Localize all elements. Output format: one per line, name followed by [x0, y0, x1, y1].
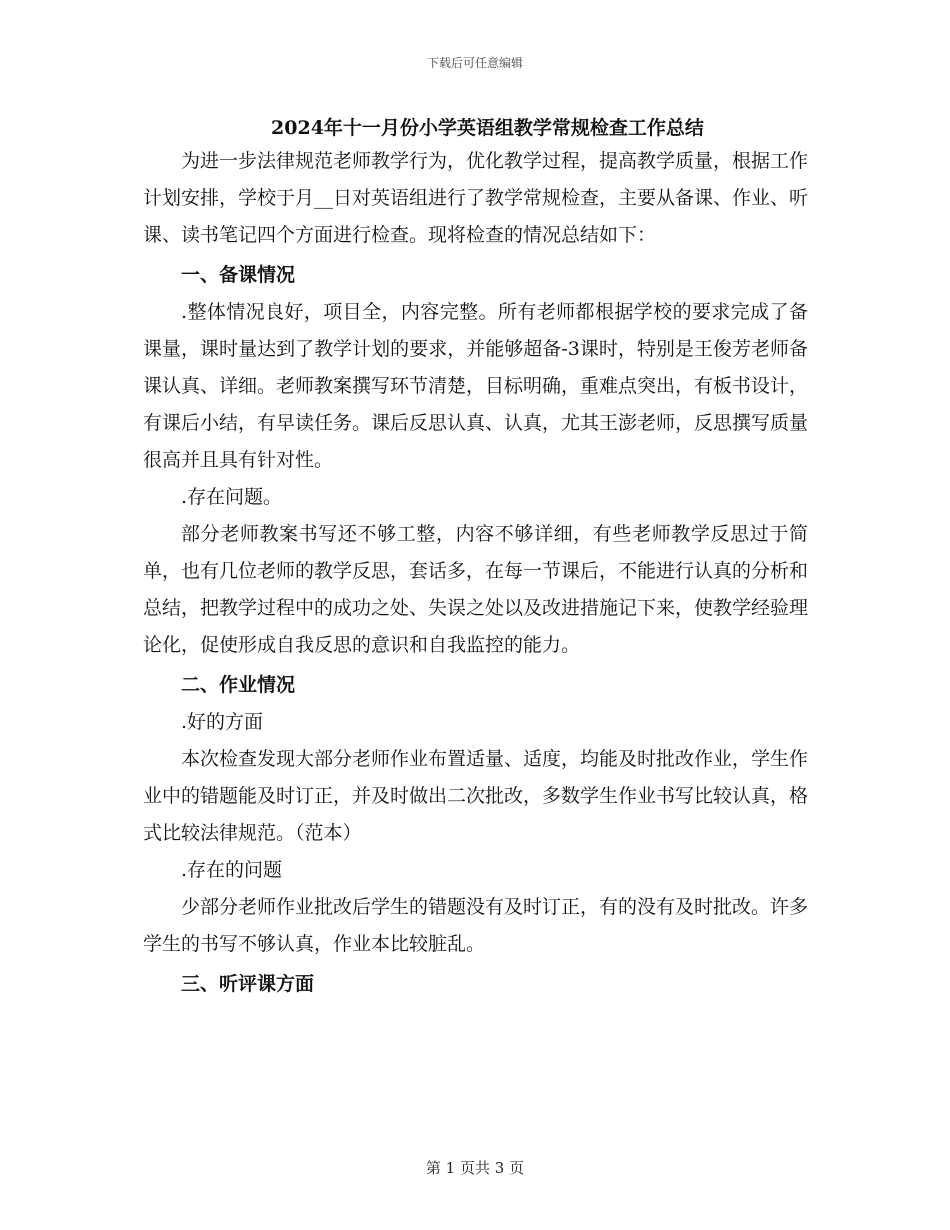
section-heading-lesson-observation: 三、听评课方面 [181, 973, 315, 995]
section-heading-lesson-prep: 一、备课情况 [181, 264, 296, 286]
homework-issues-body: 少部分老师作业批改后学生的错题没有及时订正，有的没有及时批改。许多学生的书写不够认真，作业本比较脏乱。 [143, 896, 809, 955]
homework-issues-label: .存在的问题 [181, 859, 283, 881]
lesson-prep-overview: .整体情况良好，项目全，内容完整。所有老师都根据学校的要求完成了备课量，课时量达到了教学计划的要求，并能够超备-3课时，特别是王俊芳老师备课认真、详细。老师教案撰写环节清楚，目标明确，重难点突出，有板书设计，有课后小结，有早读任务。课后反思认真、认真，尤其王澎老师，反思撰写质量很高并且具有针对性。 [143, 301, 809, 471]
page-footer: 第 1 页共 3 页 [425, 1159, 525, 1177]
section-heading-homework: 二、作业情况 [181, 674, 296, 696]
document-title: 2024年十一月份小学英语组教学常规检查工作总结 [271, 117, 704, 139]
lesson-prep-issues-body: 部分老师教案书写还不够工整，内容不够详细，有些老师教学反思过于简单，也有几位老师的教学反思，套话多，在每一节课后，不能进行认真的分析和总结，把教学过程中的成功之处、失误之处以及改进措施记下来，使教学经验理论化，促使形成自我反思的意识和自我监控的能力。 [143, 523, 809, 656]
page-header: 下载后可任意编辑 [426, 56, 523, 70]
intro-paragraph: 为进一步法律规范老师教学行为，优化教学过程，提高教学质量，根据工作计划安排，学校于月__日对英语组进行了教学常规检查，主要从备课、作业、听课、读书笔记四个方面进行检查。现将检查的情况总结如下： [143, 150, 809, 246]
document-body [143, 114, 808, 1003]
homework-good-label: .好的方面 [181, 711, 264, 733]
homework-good-body: 本次检查发现大部分老师作业布置适量、适度，均能及时批改作业，学生作业中的错题能及时订正，并及时做出二次批改，多数学生作业书写比较认真，格式比较法律规范。（范本） [143, 748, 809, 844]
lesson-prep-issues-label: .存在问题。 [181, 486, 283, 508]
